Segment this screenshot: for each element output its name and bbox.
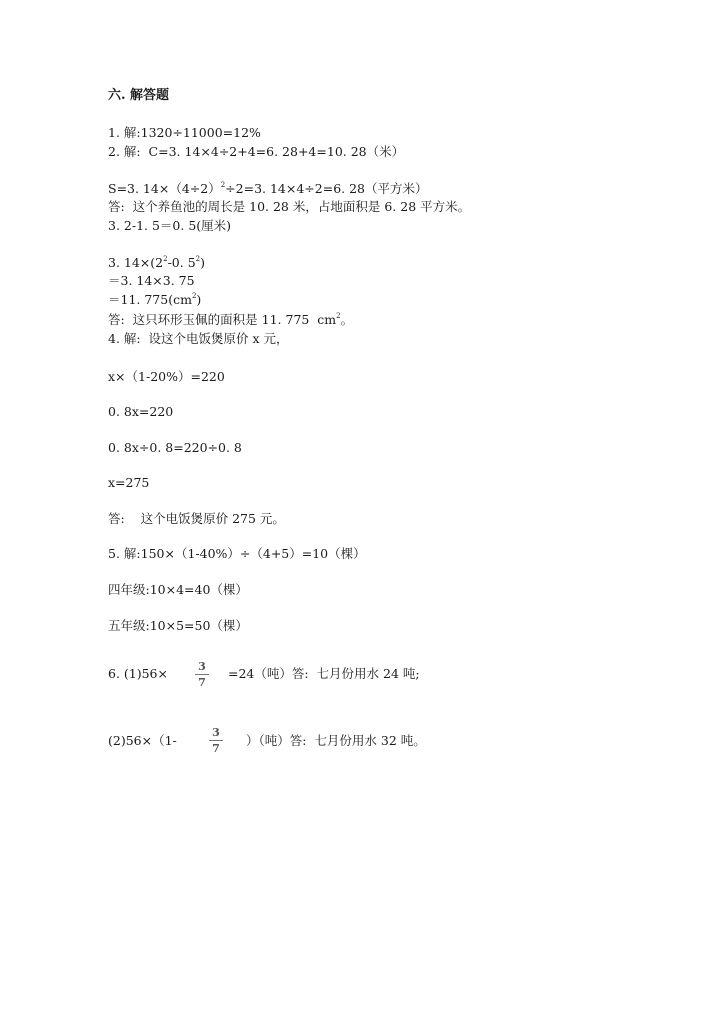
q3-area-expression: 3. $14\times(2^2-0$. $5^2$) — [108, 255, 206, 270]
q2-perimeter-line: 2. 解: C=3. 14×4÷2+4=6. 28+4=10. 28（米） — [108, 144, 405, 159]
q1-solution: 1. 解:1320÷11000=12% — [108, 125, 261, 140]
q3-step-2: ＝11. $775(cm^2)$ — [108, 292, 202, 307]
superscript: 2 — [195, 255, 201, 263]
fraction-numerator: 3 — [212, 726, 220, 739]
fraction-bar — [209, 740, 223, 741]
superscript: 2 — [220, 181, 226, 189]
fraction-three-sevenths — [209, 726, 223, 755]
fraction-bar — [195, 674, 209, 675]
q4-equation-2: 0. 8x=220 — [108, 404, 174, 419]
q6-part1-right: =24（吨）答: 七月份用水 24 吨; — [228, 666, 420, 681]
fraction-numerator: 3 — [198, 660, 206, 673]
superscript: 2 — [336, 312, 341, 320]
q3-width-line: 3. 2-1. 5＝0. 5(厘米) — [108, 218, 232, 233]
q6-part2-left: (2)56×（1- — [108, 733, 177, 748]
q5-grade-five: 五年级:10×5=50（棵） — [108, 618, 248, 633]
q5-grade-four: 四年级:10×4=40（棵） — [108, 582, 248, 597]
q3-answer: 答: 这只环形玉佩的面积是 11. 775 $cm^2$。 — [108, 312, 354, 327]
fraction-denominator: 7 — [212, 742, 220, 755]
q3-step-1: ＝3. 14×3. 75 — [108, 273, 195, 288]
q4-intro: 4. 解: 设这个电饭煲原价 x 元， — [108, 331, 289, 346]
q4-equation-1: x×（1-20%）=220 — [108, 369, 225, 384]
fraction-three-sevenths — [195, 660, 209, 689]
fraction-denominator: 7 — [198, 676, 206, 689]
q6-part2-right: ）（吨）答: 七月份用水 32 吨。 — [246, 733, 426, 748]
q4-equation-4: x=275 — [108, 475, 150, 490]
superscript: 2 — [191, 292, 197, 300]
q2-area-line: S=3. $14\times(4\div 2)^2\div 2=3$. 14×4÷2=6. 28（平方米） — [108, 181, 428, 196]
q6-part1-left: 6. (1)56× — [108, 666, 168, 681]
q5-solution: 5. 解:150×（1-40%）÷（4+5）=10（棵） — [108, 546, 366, 561]
q2-answer: 答: 这个养鱼池的周长是 10. 28 米，占地面积是 6. 28 平方米。 — [108, 199, 471, 214]
section-heading: 六. 解答题 — [108, 88, 170, 103]
q4-equation-3: 0. 8x÷0. 8=220÷0. 8 — [108, 440, 242, 455]
q4-answer: 答: 这个电饭煲原价 275 元。 — [108, 511, 285, 526]
superscript: 2 — [163, 255, 168, 263]
